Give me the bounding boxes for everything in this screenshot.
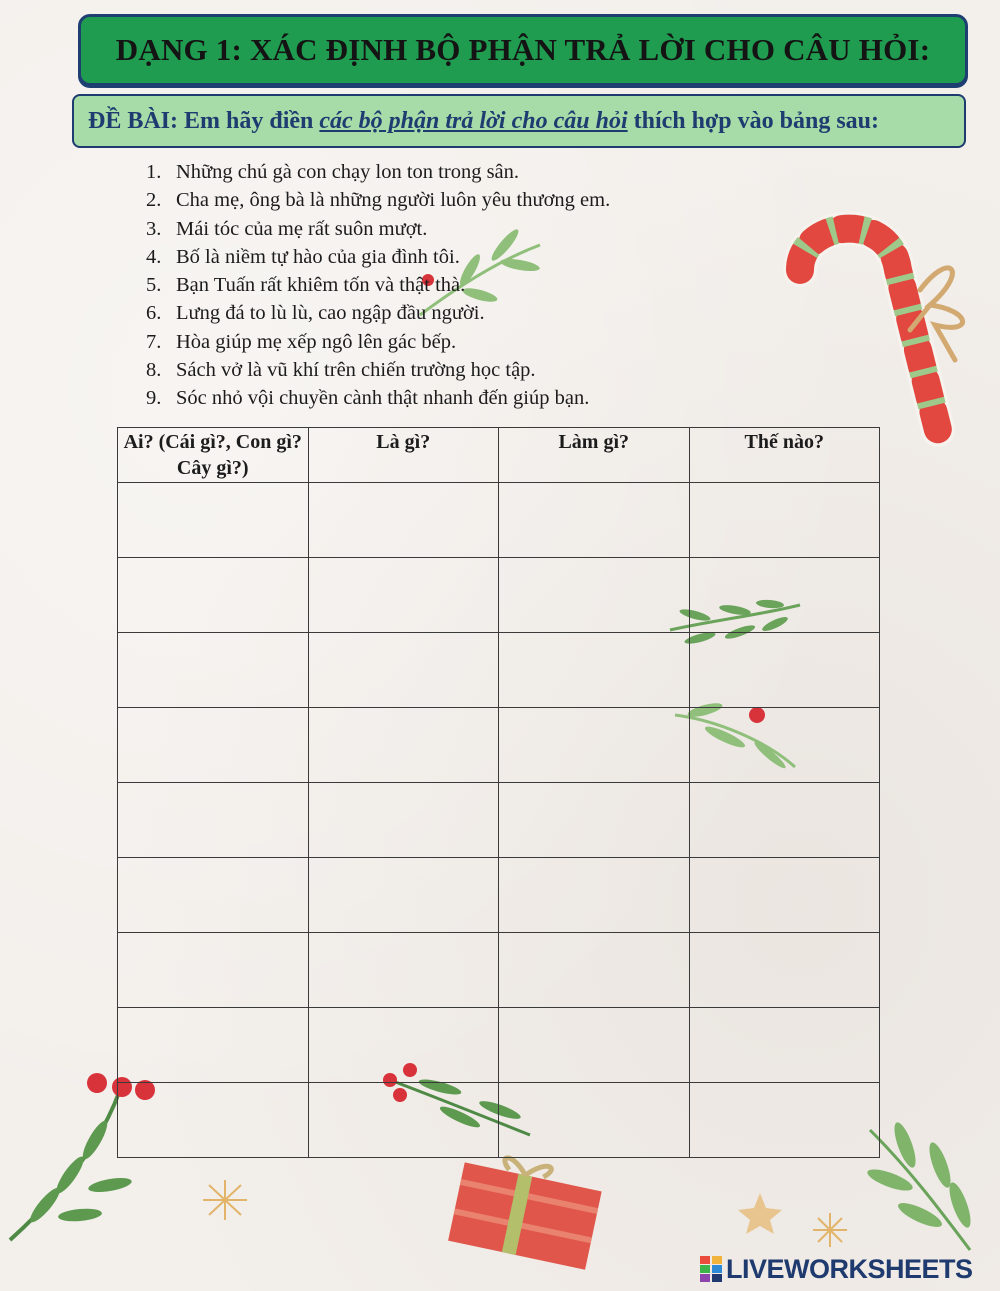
- table-row: [118, 858, 880, 933]
- answer-cell[interactable]: [689, 708, 880, 783]
- answer-cell[interactable]: [118, 933, 309, 1008]
- sentence-text: Sách vở là vũ khí trên chiến trường học tập.: [176, 359, 536, 382]
- star-decoration: [195, 1175, 255, 1225]
- sentence-text: Hòa giúp mẹ xếp ngô lên gác bếp.: [176, 330, 457, 353]
- sentence-item: [146, 384, 610, 412]
- sentence-text: Mái tóc của mẹ rất suôn mượt.: [176, 217, 428, 240]
- sentence-number: 5.: [146, 274, 162, 297]
- answer-cell[interactable]: [499, 708, 690, 783]
- task-emphasis-text: các bộ phận trả lời cho câu hỏi: [319, 107, 628, 134]
- sentence-item: [146, 243, 610, 271]
- sentence-number: 4.: [146, 245, 162, 268]
- answer-cell[interactable]: [118, 1083, 309, 1158]
- answer-cell[interactable]: [499, 858, 690, 933]
- sentence-number: 1.: [146, 161, 162, 183]
- table-row: [118, 708, 880, 783]
- answer-cell[interactable]: [689, 1008, 880, 1083]
- answer-cell[interactable]: [689, 633, 880, 708]
- table-row: [118, 933, 880, 1008]
- header-the-nao: Thế nào?: [689, 428, 880, 483]
- sentence-number: 8.: [146, 359, 162, 382]
- answer-cell[interactable]: [118, 858, 309, 933]
- answer-cell[interactable]: [118, 483, 309, 558]
- answer-cell[interactable]: [689, 783, 880, 858]
- sentence-number: 6.: [146, 302, 162, 325]
- answer-cell[interactable]: [499, 1008, 690, 1083]
- answer-cell[interactable]: [499, 933, 690, 1008]
- answer-cell[interactable]: [499, 558, 690, 633]
- sentence-list: [146, 158, 610, 413]
- answer-cell[interactable]: [308, 783, 499, 858]
- table-row: [118, 558, 880, 633]
- liveworksheets-logo-icon: [700, 1256, 722, 1282]
- candy-cane-decoration: [780, 200, 980, 455]
- answer-cell[interactable]: [689, 483, 880, 558]
- answer-cell[interactable]: [689, 858, 880, 933]
- table-header-row: [118, 428, 880, 483]
- header-ai: Ai? (Cái gì?, Con gì? Cây gì?): [118, 428, 309, 483]
- sentence-item: [146, 328, 610, 356]
- answer-cell[interactable]: [308, 483, 499, 558]
- answer-cell[interactable]: [308, 933, 499, 1008]
- answer-cell[interactable]: [308, 633, 499, 708]
- answer-table-body: [118, 483, 880, 1158]
- sentence-item: [146, 271, 610, 299]
- answer-cell[interactable]: [308, 1008, 499, 1083]
- answer-cell[interactable]: [499, 1083, 690, 1158]
- answer-cell[interactable]: [689, 1083, 880, 1158]
- sentence-number: 9.: [146, 387, 162, 410]
- table-row: [118, 483, 880, 558]
- answer-cell[interactable]: [499, 633, 690, 708]
- title-banner: [78, 14, 968, 86]
- sentence-text: Bố là niềm tự hào của gia đình tôi.: [176, 245, 460, 268]
- sentence-item: [146, 299, 610, 327]
- answer-cell[interactable]: [308, 708, 499, 783]
- header-lam-gi: Làm gì?: [499, 428, 690, 483]
- watermark-text: LIVEWORKSHEETS: [726, 1253, 973, 1284]
- answer-cell[interactable]: [118, 783, 309, 858]
- answer-cell[interactable]: [499, 783, 690, 858]
- task-lead-text: ĐỀ BÀI: Em hãy điền: [88, 107, 314, 134]
- star-decoration: [810, 1210, 850, 1250]
- answer-cell[interactable]: [308, 1083, 499, 1158]
- task-tail-text: thích hợp vào bảng sau:: [633, 107, 879, 134]
- sentence-item: [146, 356, 610, 384]
- answer-cell[interactable]: [689, 558, 880, 633]
- answer-cell[interactable]: [308, 558, 499, 633]
- answer-table: [117, 427, 880, 1158]
- sentence-text: Bạn Tuấn rất khiêm tốn và thật thà.: [176, 274, 466, 297]
- sentence-text: Những chú gà con chạy lon ton trong sân.: [176, 161, 520, 183]
- sentence-item: [146, 186, 610, 214]
- sentence-text: Lưng đá to lù lù, cao ngập đầu người.: [176, 302, 485, 325]
- task-instruction: [72, 94, 966, 148]
- gift-box-decoration: [440, 1155, 605, 1270]
- sentence-text: Sóc nhỏ vội chuyền cành thật nhanh đến giúp bạn.: [176, 387, 590, 410]
- answer-cell[interactable]: [689, 933, 880, 1008]
- answer-cell[interactable]: [118, 1008, 309, 1083]
- sentence-text: Cha mẹ, ông bà là những người luôn yêu thương em.: [176, 189, 611, 212]
- sentence-number: 3.: [146, 217, 162, 240]
- star-decoration: [730, 1190, 790, 1235]
- table-row: [118, 633, 880, 708]
- answer-cell[interactable]: [118, 558, 309, 633]
- header-la-gi: Là gì?: [308, 428, 499, 483]
- table-row: [118, 1008, 880, 1083]
- answer-cell[interactable]: [499, 483, 690, 558]
- worksheet-title: DẠNG 1: XÁC ĐỊNH BỘ PHẬN TRẢ LỜI CHO CÂU HỎI:: [115, 32, 931, 67]
- sentence-number: 2.: [146, 189, 162, 212]
- table-row: [118, 1083, 880, 1158]
- sentence-item: [146, 215, 610, 243]
- answer-cell[interactable]: [308, 858, 499, 933]
- table-row: [118, 783, 880, 858]
- liveworksheets-watermark: [700, 1254, 973, 1284]
- answer-cell[interactable]: [118, 633, 309, 708]
- sentence-number: 7.: [146, 330, 162, 353]
- sentence-item: [146, 158, 610, 186]
- answer-cell[interactable]: [118, 708, 309, 783]
